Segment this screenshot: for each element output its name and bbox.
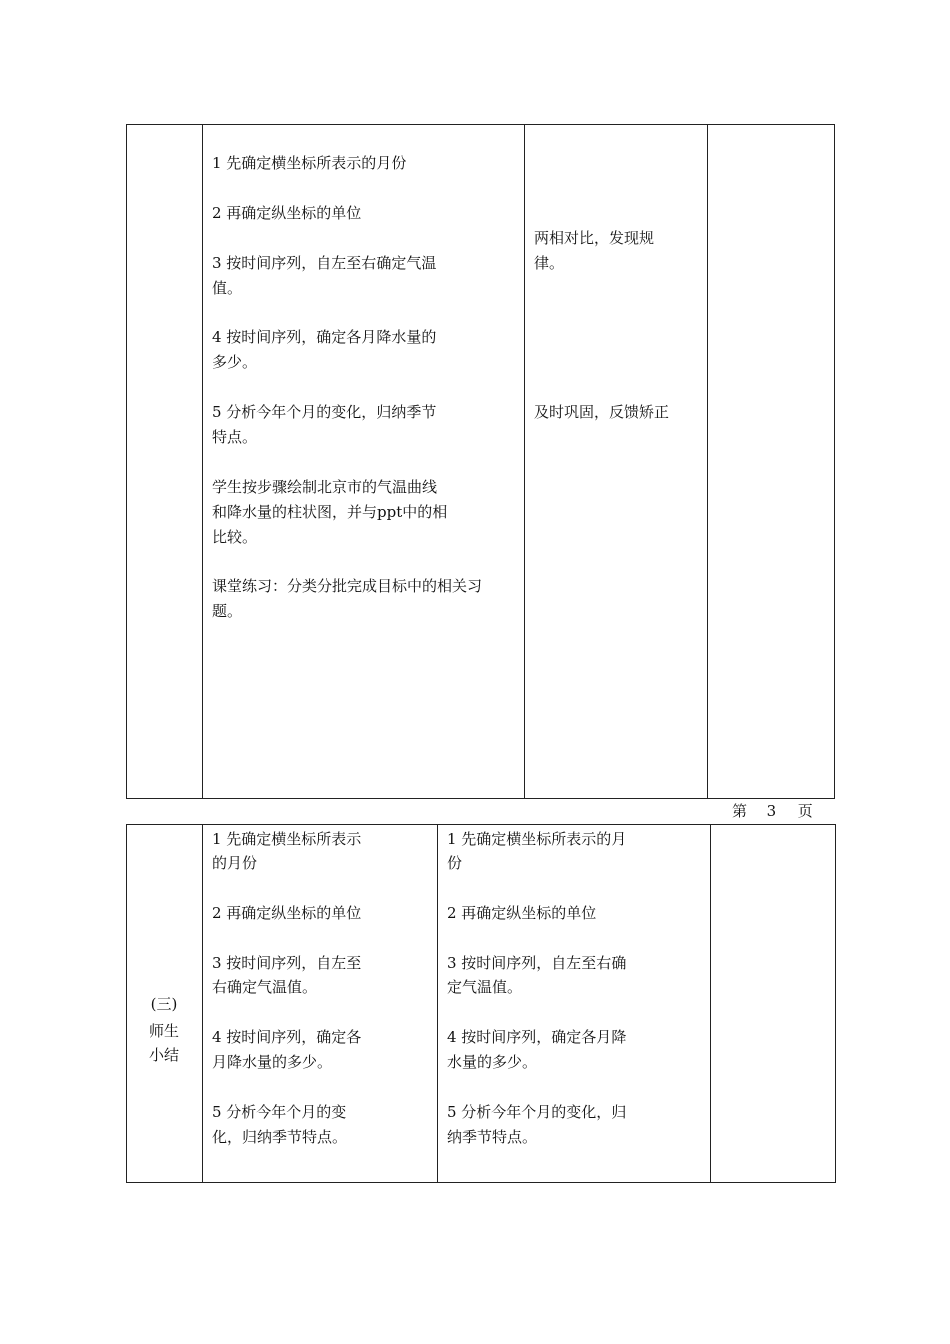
page-number-value: 3 [766,802,777,820]
student-step-3-cont: 定气温值。 [447,978,523,996]
student-step-1: 1 先确定横坐标所表示的月 [447,830,627,848]
summary-step-5-cont: 化，归纳季节特点。 [212,1128,348,1146]
student-step-4-cont: 水量的多少。 [447,1053,538,1071]
student-activity-cell [203,125,525,799]
lesson-table-continued [126,124,835,799]
intent-compare-text-cont: 律。 [534,254,565,272]
summary-step-5: 5 分析今年个月的变 [212,1103,347,1121]
section-label-title-1: 师生 [148,1022,179,1040]
summary-notes-cell-empty [711,825,836,1183]
student-step-1-cont: 份 [447,854,463,872]
student-step-2: 2 再确定纵坐标的单位 [447,904,597,922]
practice-text: 课堂练习：分类分批完成目标中的相关习 [212,577,483,595]
page-number-prefix: 第 [732,802,748,820]
student-summary-cell [438,825,711,1183]
notes-cell-empty [708,125,835,799]
intent-compare-text: 两相对比，发现规 [534,229,655,247]
page-number-suffix: 页 [797,802,813,820]
summary-step-3: 3 按时间序列，自左至 [212,954,362,972]
summary-step-4-cont: 月降水量的多少。 [212,1053,333,1071]
step-5-text: 5 分析今年个月的变化，归纳季节 [212,403,437,421]
student-step-5: 5 分析今年个月的变化，归 [447,1103,627,1121]
step-4-text: 4 按时间序列，确定各月降水量的 [212,328,437,346]
summary-step-3-cont: 右确定气温值。 [212,978,318,996]
section-cell-empty [127,125,203,799]
intent-consolidate-text: 及时巩固，反馈矫正 [534,403,670,421]
summary-table [126,824,836,1183]
step-5-text-cont: 特点。 [212,428,258,446]
section-label-number: (三) [150,995,178,1013]
step-3-text-cont: 值。 [212,279,243,297]
practice-text-cont: 题。 [212,602,243,620]
drawing-task-text-cont: 和降水量的柱状图，并与ppt中的相 [212,503,448,521]
drawing-task-text-end: 比较。 [212,528,258,546]
design-intent-cell [525,125,708,799]
teacher-summary-cell [203,825,438,1183]
student-step-3: 3 按时间序列，自左至右确 [447,954,627,972]
step-1-text: 1 先确定横坐标所表示的月份 [212,154,407,172]
summary-step-1-cont: 的月份 [212,854,258,872]
summary-step-4: 4 按时间序列，确定各 [212,1028,362,1046]
step-4-text-cont: 多少。 [212,353,258,371]
student-step-4: 4 按时间序列，确定各月降 [447,1028,627,1046]
step-3-text: 3 按时间序列，自左至右确定气温 [212,254,437,272]
summary-step-2: 2 再确定纵坐标的单位 [212,904,362,922]
section-label-cell [127,825,203,1183]
student-step-5-cont: 纳季节特点。 [447,1128,538,1146]
step-2-text: 2 再确定纵坐标的单位 [212,204,362,222]
drawing-task-text: 学生按步骤绘制北京市的气温曲线 [212,478,438,496]
page-number [732,800,813,821]
summary-step-1: 1 先确定横坐标所表示 [212,830,362,848]
section-label-title-2: 小结 [148,1046,179,1064]
